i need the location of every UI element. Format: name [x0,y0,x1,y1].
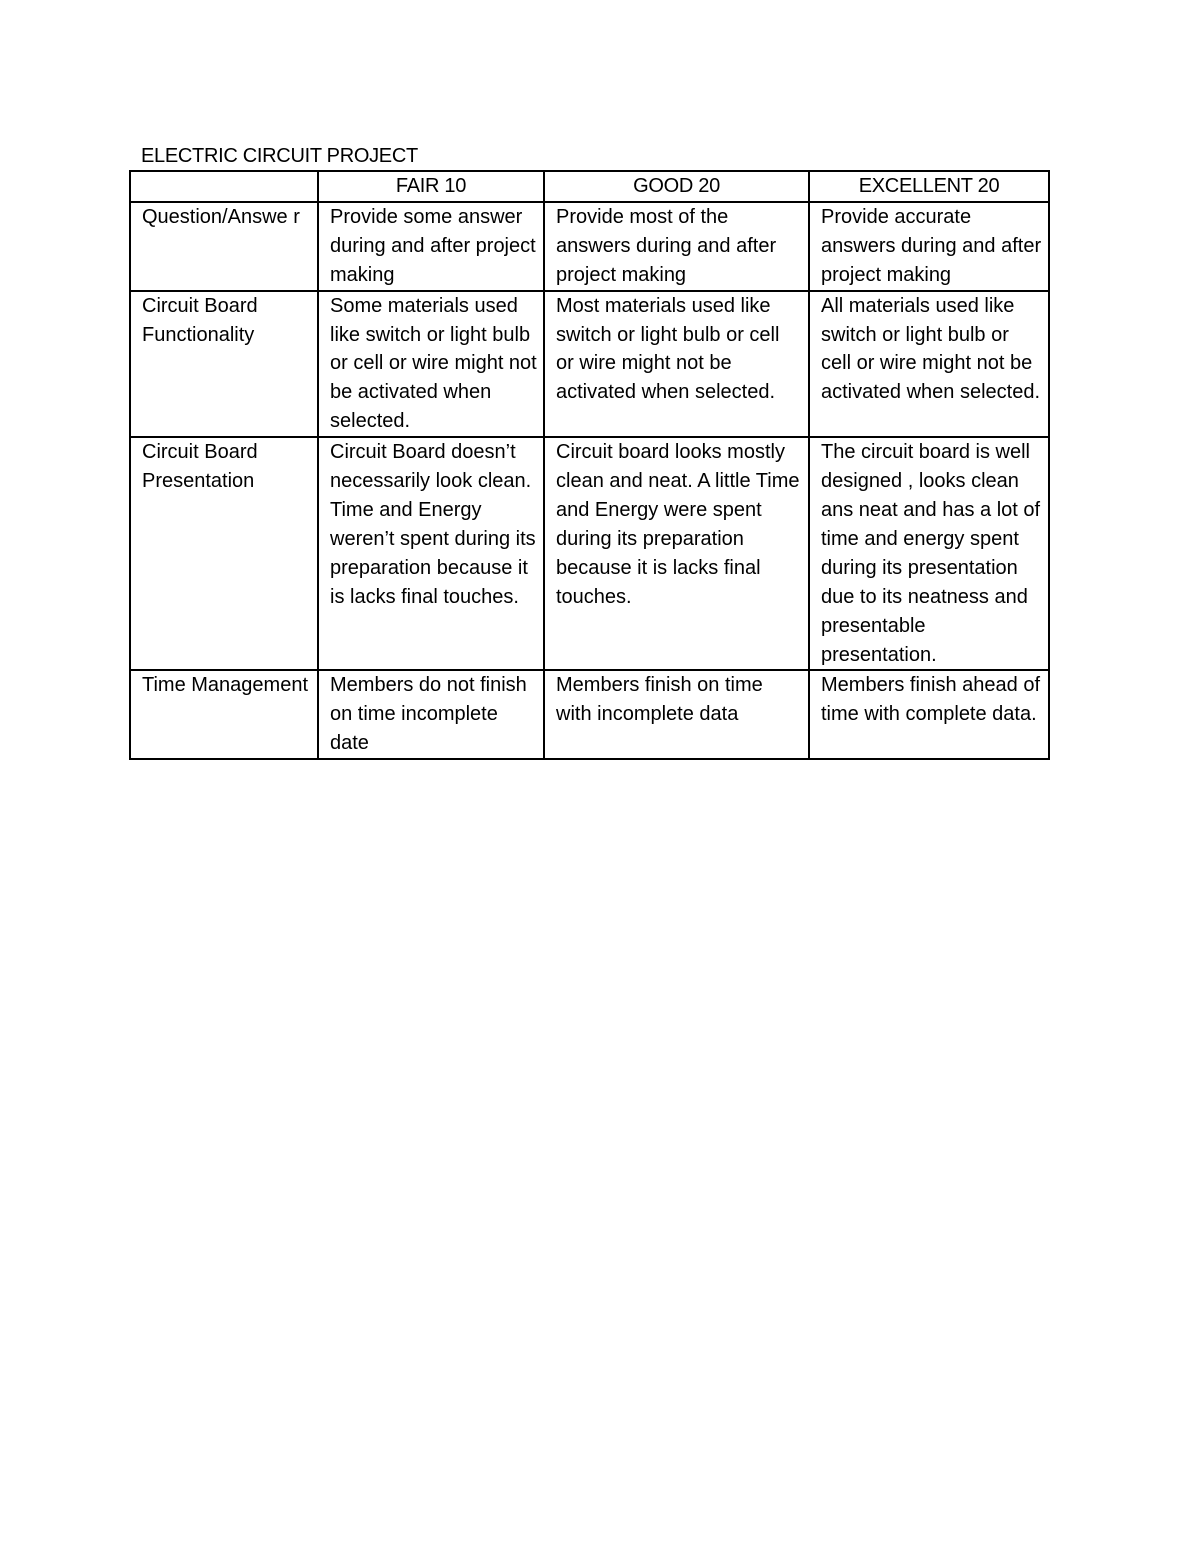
rubric-table [129,170,1050,760]
criterion-cell: Time Management [130,670,318,759]
excellent-cell: Provide accurate answers during and after project making [809,202,1049,291]
header-criteria [130,171,318,202]
criterion-cell: Circuit Board Presentation [130,437,318,670]
table-row [130,437,1049,670]
header-excellent: EXCELLENT 20 [809,171,1049,202]
header-good: GOOD 20 [544,171,809,202]
excellent-cell: Members finish ahead of time with complete data. [809,670,1049,759]
good-cell: Provide most of the answers during and after project making [544,202,809,291]
fair-cell: Some materials used like switch or light bulb or cell or wire might not be activated when selected. [318,291,544,438]
table-row [130,202,1049,291]
good-cell: Most materials used like switch or light bulb or cell or wire might not be activated when selected. [544,291,809,438]
document-title: ELECTRIC CIRCUIT PROJECT [141,145,418,167]
fair-cell: Members do not finish on time incomplete date [318,670,544,759]
table-row [130,670,1049,759]
table-row [130,291,1049,438]
fair-cell: Circuit Board doesn’t necessarily look clean. Time and Energy weren’t spent during its preparation because it is lacks final touches. [318,437,544,670]
fair-cell: Provide some answer during and after project making [318,202,544,291]
good-cell: Members finish on time with incomplete data [544,670,809,759]
table-header-row [130,171,1049,202]
header-fair: FAIR 10 [318,171,544,202]
excellent-cell: The circuit board is well designed , looks clean ans neat and has a lot of time and energy spent during its presentation due to its neatness and presentable presentation. [809,437,1049,670]
criterion-cell: Question/Answe r [130,202,318,291]
criterion-cell: Circuit Board Functionality [130,291,318,438]
excellent-cell: All materials used like switch or light bulb or cell or wire might not be activated when selected. [809,291,1049,438]
good-cell: Circuit board looks mostly clean and neat. A little Time and Energy were spent during its preparation because it is lacks final touches. [544,437,809,670]
